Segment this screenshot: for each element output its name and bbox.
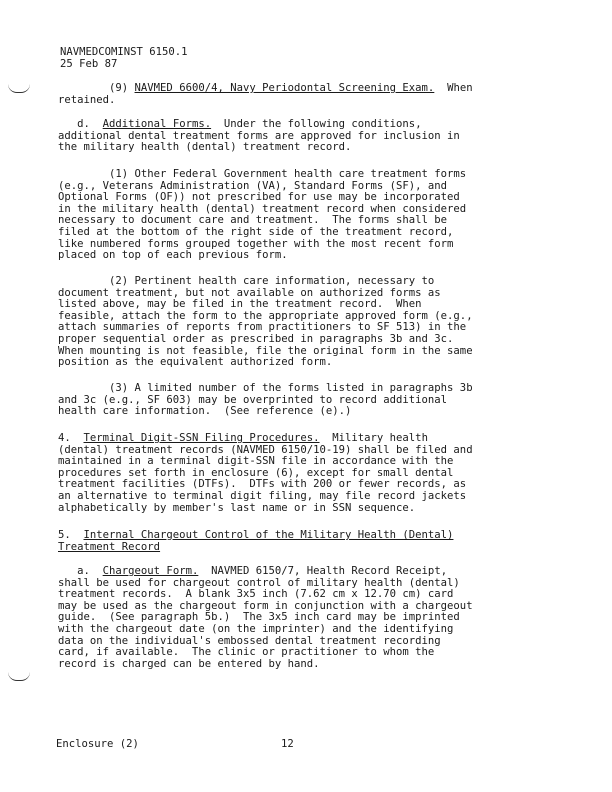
section-text: (dental) treatment records (NAVMED 6150/10-19) shall be filed and maintained in a terminal digit-SSN file in accordance with the procedures set forth in enclosure (6), except for small dental treatment facilities (DTFs). DTFs with 200 or fewer records, as an alternative to terminal digit filing, may file record jackets alphabetically by member's last name or in SSN sequence.	[58, 443, 473, 514]
paragraph-number: d.	[58, 118, 103, 130]
section-5	[58, 530, 538, 553]
paragraph-d-2: (2) Pertinent health care information, necessary to document treatment, but not available on authorized forms as listed above, may be filed in the treatment record. When feasible, attach the form to the appropriate approved form (e.g., attach summaries of reports from practitioners to SF 513) in the proper sequential order as prescribed in paragraphs 3b and 3c. When mounting is not feasible, file the original form in the same position as the equivalent authorized form.	[58, 275, 473, 369]
paragraph-text: additional dental treatment forms are approved for inclusion in	[58, 129, 460, 142]
paragraph-text: the military health (dental) treatment record.	[58, 141, 352, 154]
section-number: 5.	[58, 529, 84, 541]
section-title: Internal Chargeout Control of the Military Health (Dental)	[83, 529, 454, 541]
paragraph-text: shall be used for chargeout control of military health (dental) treatment records. A blank 3x5 inch (7.62 cm x 12.70 cm) card may be used as the chargeout form in conjunction with a chargeout guide. (See paragraph 5b.) The 3x5 inch card may be imprinted with the chargeout date (on the imprinter) and the identifying data on the individual's embossed dental treatment recording card, if available. The clinic or practitioner to whom the record is charged can be entered by hand.	[58, 576, 473, 670]
paragraph-title: NAVMED 6600/4, Navy Periodontal Screening Exam.	[134, 82, 435, 94]
binder-mark	[8, 672, 30, 681]
paragraph-text: Under the following conditions,	[211, 118, 422, 130]
enclosure-label: Enclosure (2)	[56, 738, 139, 750]
paragraph-d	[58, 119, 538, 154]
paragraph-title: Additional Forms.	[102, 118, 212, 130]
section-title: Terminal Digit-SSN Filing Procedures.	[83, 432, 320, 444]
page-number: 12	[281, 738, 294, 750]
paragraph-text: When	[434, 82, 473, 94]
paragraph-text: NAVMED 6150/7, Health Record Receipt,	[198, 565, 448, 577]
instruction-number: NAVMEDCOMINST 6150.1	[60, 46, 188, 58]
section-number: 4.	[58, 432, 84, 444]
paragraph-9	[58, 83, 538, 106]
section-title-continued: Treatment Record	[58, 540, 161, 553]
section-4	[58, 433, 538, 514]
binder-mark	[8, 84, 30, 93]
instruction-header	[60, 47, 188, 70]
paragraph-d-3: (3) A limited number of the forms listed in paragraphs 3b and 3c (e.g., SF 603) may be overprinted to record additional health care information. (See reference (e).)	[58, 382, 473, 418]
paragraph-text: retained.	[58, 93, 116, 106]
paragraph-number: (9)	[58, 82, 135, 94]
section-text: Military health	[319, 432, 428, 444]
paragraph-number: a.	[58, 565, 103, 577]
instruction-date: 25 Feb 87	[60, 57, 118, 70]
paragraph-title: Chargeout Form.	[102, 565, 199, 577]
paragraph-d-1: (1) Other Federal Government health care treatment forms (e.g., Veterans Administration (VA), Standard Forms (SF), and Optional Forms (OF)) not prescribed for use may be incorporated in the military health (dental) treatment record when considered necessary to document care and treatment. The forms shall be filed at the bottom of the right side of the treatment record, like numbered forms grouped together with the most recent form placed on top of each previous form.	[58, 168, 467, 262]
paragraph-5a	[58, 566, 538, 670]
